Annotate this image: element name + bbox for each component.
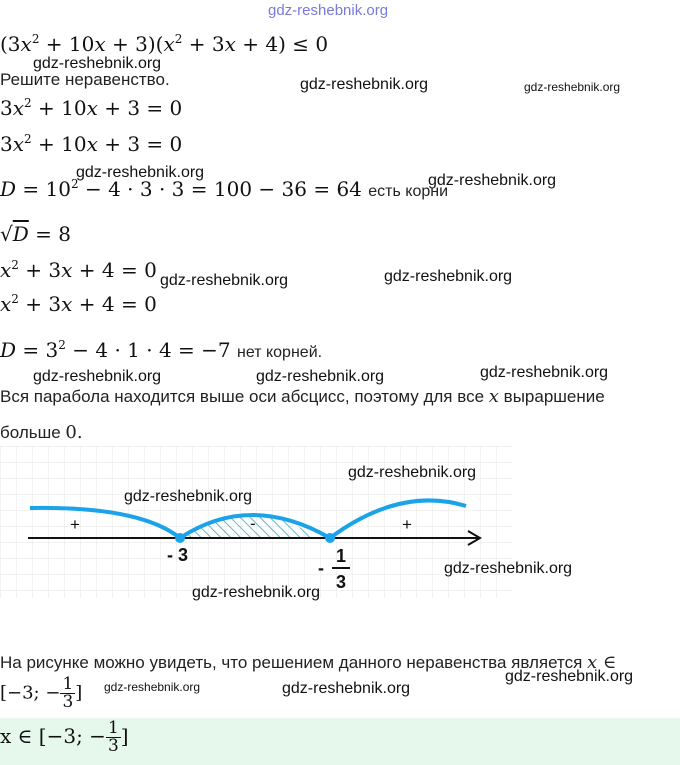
watermark: gdz-reshebnik.org: [282, 680, 411, 697]
watermark: gdz-reshebnik.org: [160, 272, 289, 289]
watermark: gdz-reshebnik.org: [524, 80, 621, 94]
sign-plus-left: +: [70, 515, 80, 534]
sign-plus-right: +: [402, 515, 412, 534]
inequality: $(3x^2 + 10x + 3)(x^2 + 3x + 4) \le 0$: [0, 32, 329, 56]
answer-box: [0, 718, 680, 765]
watermark: gdz-reshebnik.org: [33, 368, 162, 385]
watermark: gdz-reshebnik.org: [348, 464, 477, 481]
watermark: gdz-reshebnik.org: [300, 76, 429, 93]
task-text: Решите неравенство.: [0, 70, 170, 89]
no-roots-text: нет корней.: [237, 344, 323, 361]
conclusion-text: На рисунке можно увидеть, что решением данного неравенства является x ∈: [0, 652, 617, 673]
conclusion-interval: [−3; − $\frac{1}{3}$ ]: [0, 674, 83, 712]
watermark: gdz-reshebnik.org: [192, 584, 321, 601]
watermark: gdz-reshebnik.org: [505, 668, 634, 685]
watermark: gdz-reshebnik.org: [104, 680, 201, 694]
parabola-text-line1: Вся парабола находится выше оси абсцисс, поэтому для все x выраршение: [0, 386, 605, 407]
root-point-2: [325, 533, 335, 543]
root-point-1: [175, 533, 185, 543]
equation-2b: $x^2 + 3x + 4 = 0$: [0, 292, 157, 316]
root-label-2-num: 1: [336, 546, 347, 566]
equation-2a: $x^2 + 3x + 4 = 0$: [0, 258, 157, 282]
watermark: gdz-reshebnik.org: [444, 560, 573, 577]
watermark: gdz-reshebnik.org: [124, 488, 253, 505]
watermark: gdz-reshebnik.org: [384, 268, 513, 285]
sign-minus: -: [250, 514, 256, 533]
watermark: gdz-reshebnik.org: [428, 172, 557, 189]
discriminant-1: $D = 10^2 - 4 \cdot 3 \cdot 3 = 100 - 36 = 64$ есть корни: [0, 177, 449, 201]
sqrt-d: √D = 8: [0, 222, 71, 246]
answer-interval: x ∈ [−3; − $\frac{1}{3}$ ]: [0, 718, 129, 756]
root-label-2-sign: -: [318, 558, 324, 578]
watermark-top: gdz-reshebnik.org: [268, 2, 389, 19]
discriminant-2: $D = 3^2 - 4 \cdot 1 \cdot 4 = -7$ нет корней.: [0, 338, 323, 362]
parabola-text-line2: больше 0.: [0, 422, 83, 443]
roots-exist-text: есть корни: [368, 183, 449, 200]
watermark: gdz-reshebnik.org: [33, 55, 162, 72]
watermark: gdz-reshebnik.org: [76, 164, 205, 181]
watermark: gdz-reshebnik.org: [480, 364, 609, 381]
watermark: gdz-reshebnik.org: [256, 368, 385, 385]
root-label-1: - 3: [167, 545, 189, 565]
root-label-2-den: 3: [336, 572, 347, 592]
equation-1b: $3x^2 + 10x + 3 = 0$: [0, 132, 183, 156]
equation-1a: $3x^2 + 10x + 3 = 0$: [0, 96, 183, 120]
